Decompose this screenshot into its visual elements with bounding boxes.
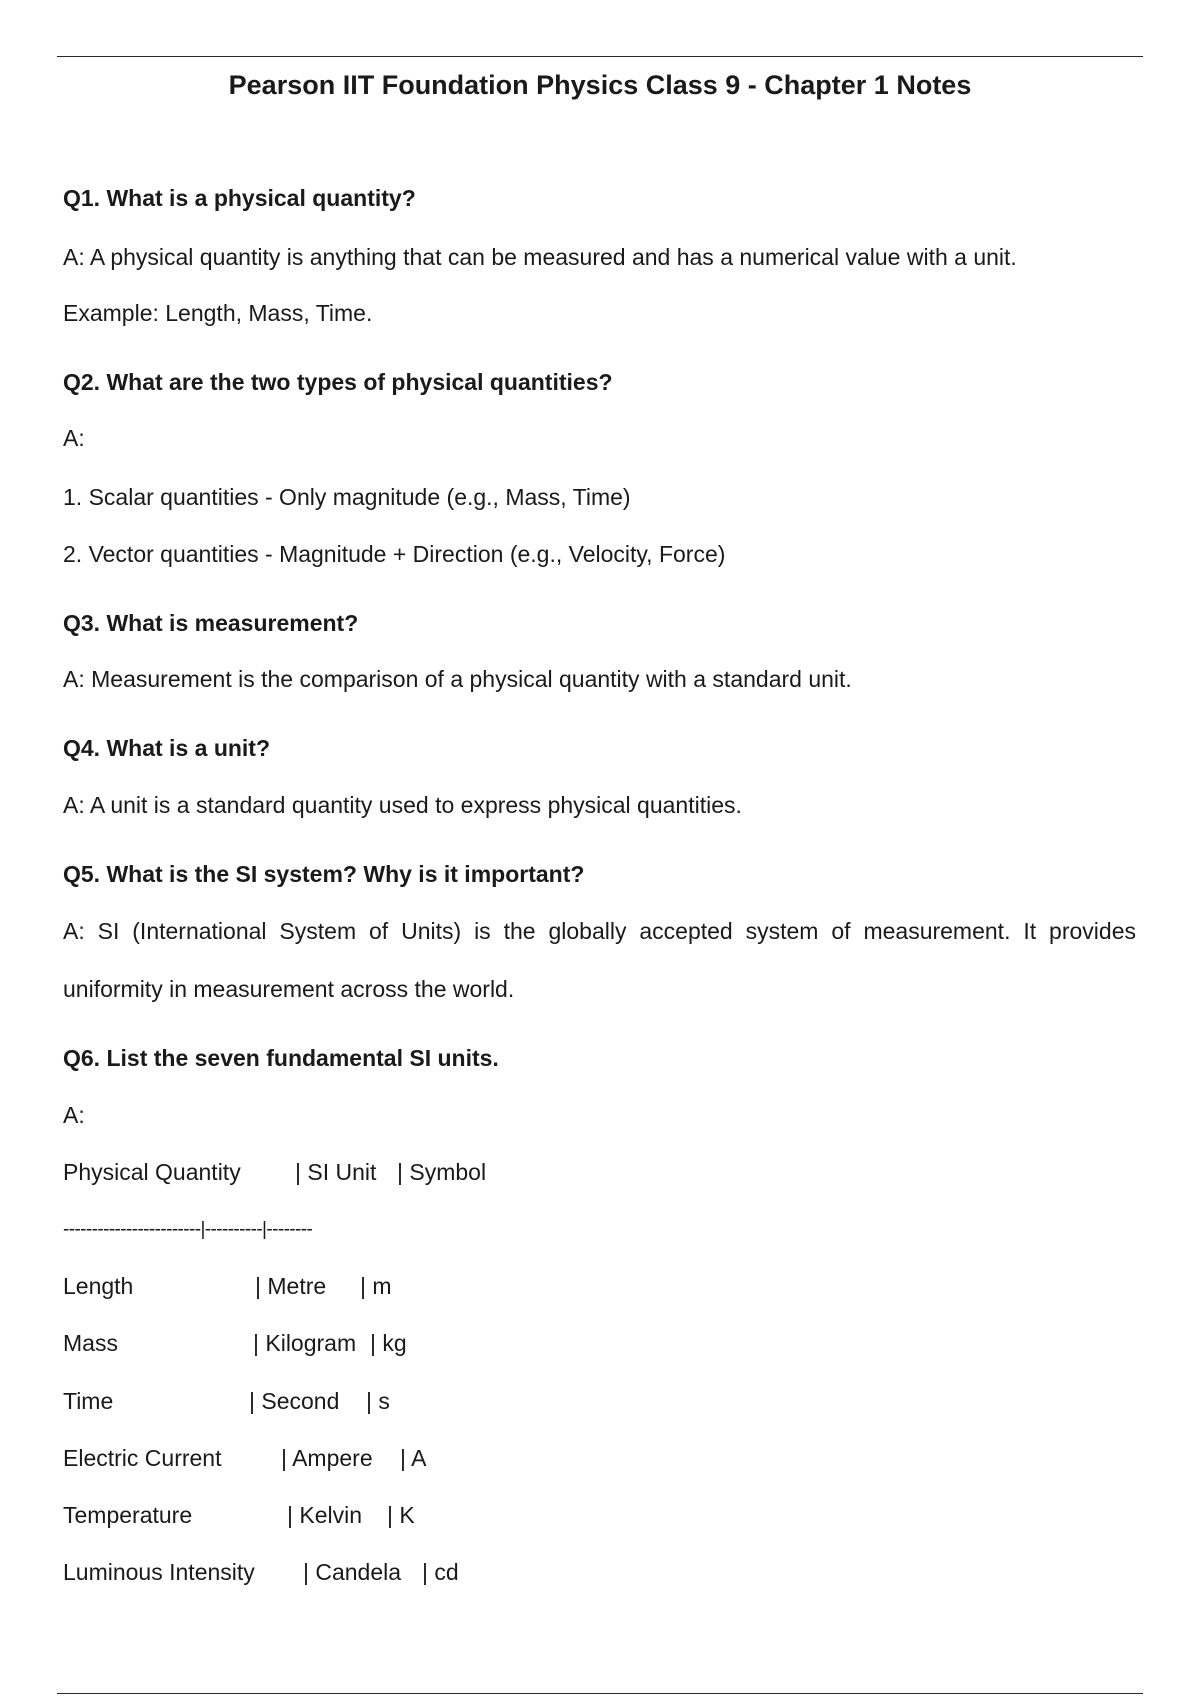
top-rule	[57, 56, 1143, 57]
row-unit: | Ampere	[281, 1445, 373, 1471]
row-quantity: Luminous Intensity	[63, 1559, 255, 1585]
answer-2-point-2: 2. Vector quantities - Magnitude + Direction (e.g., Velocity, Force)	[63, 541, 726, 567]
answer-5-line-1: A: SI (International System of Units) is the globally accepted system of measurement. It provides	[63, 918, 1136, 944]
question-3: Q3. What is measurement?	[63, 610, 359, 636]
row-symbol: | kg	[370, 1330, 407, 1356]
row-symbol: | m	[360, 1273, 392, 1299]
answer-2-label: A:	[63, 425, 85, 451]
question-2: Q2. What are the two types of physical quantities?	[63, 369, 613, 395]
answer-1: A: A physical quantity is anything that can be measured and has a numerical value with a unit.	[63, 244, 1017, 270]
row-symbol: | s	[366, 1388, 390, 1414]
row-unit: | Kelvin	[287, 1502, 363, 1528]
row-quantity: Electric Current	[63, 1445, 222, 1471]
answer-6-label: A:	[63, 1102, 85, 1128]
header-si-unit: | SI Unit	[295, 1159, 377, 1185]
answer-5-line-2: uniformity in measurement across the world.	[63, 976, 515, 1002]
row-unit: | Candela	[303, 1559, 402, 1585]
row-quantity: Length	[63, 1273, 134, 1299]
question-4: Q4. What is a unit?	[63, 735, 271, 761]
example-1: Example: Length, Mass, Time.	[63, 300, 373, 326]
bottom-rule	[57, 1693, 1143, 1694]
header-symbol: | Symbol	[397, 1159, 487, 1185]
row-quantity: Mass	[63, 1330, 118, 1356]
answer-2-point-1: 1. Scalar quantities - Only magnitude (e.g., Mass, Time)	[63, 484, 631, 510]
row-unit: | Metre	[255, 1273, 327, 1299]
question-1: Q1. What is a physical quantity?	[63, 185, 416, 211]
page-title: Pearson IIT Foundation Physics Class 9 - Chapter 1 Notes	[228, 70, 972, 100]
question-6: Q6. List the seven fundamental SI units.	[63, 1045, 499, 1071]
row-unit: | Kilogram	[253, 1330, 357, 1356]
question-5: Q5. What is the SI system? Why is it important?	[63, 861, 585, 887]
row-symbol: | A	[400, 1445, 427, 1471]
row-quantity: Temperature	[63, 1502, 193, 1528]
answer-4: A: A unit is a standard quantity used to express physical quantities.	[63, 792, 742, 818]
si-table-separator: ------------------------|----------|--------	[63, 1219, 313, 1240]
row-symbol: | K	[387, 1502, 415, 1528]
row-quantity: Time	[63, 1388, 114, 1414]
row-unit: | Second	[249, 1388, 340, 1414]
answer-3: A: Measurement is the comparison of a physical quantity with a standard unit.	[63, 666, 852, 692]
row-symbol: | cd	[422, 1559, 459, 1585]
header-physical-quantity: Physical Quantity	[63, 1159, 241, 1185]
